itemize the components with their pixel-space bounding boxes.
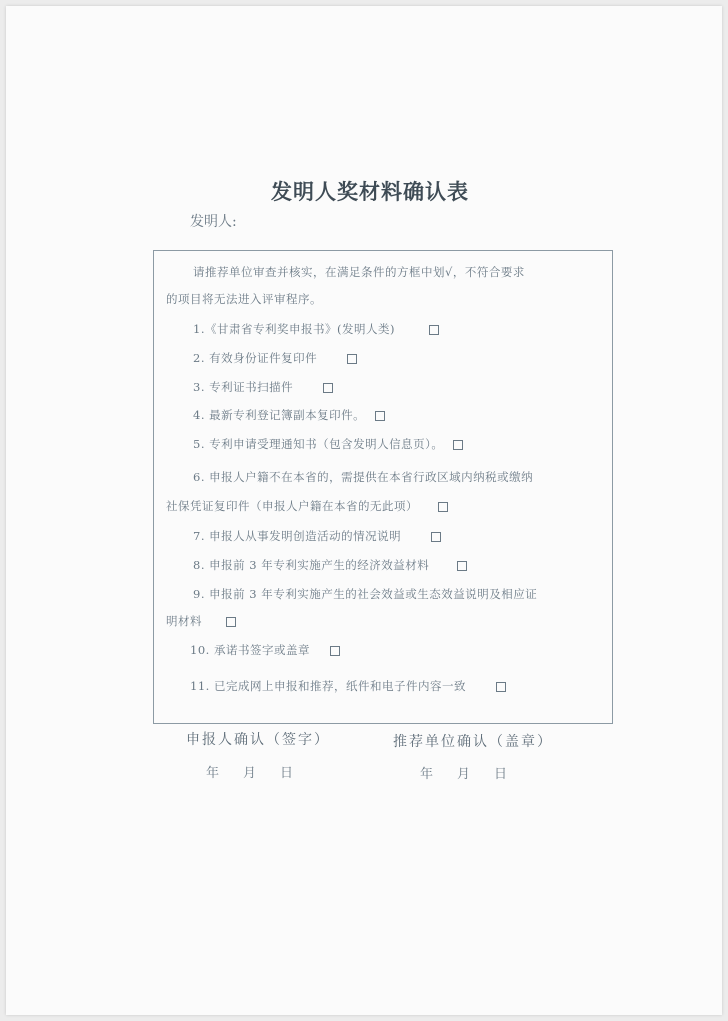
checklist-item-6-line-1: 6. 申报人户籍不在本省的，需提供在本省行政区域内纳税或缴纳 — [193, 470, 534, 484]
date-year: 年 — [420, 767, 434, 782]
item-text: 11. 已完成网上申报和推荐，纸件和电子件内容一致 — [190, 679, 466, 693]
checklist-item-6-line-2 — [166, 498, 448, 514]
item-text: 4. 最新专利登记簿副本复印件。 — [193, 408, 366, 422]
item-text: 5. 专利申请受理通知书（包含发明人信息页）。 — [193, 437, 444, 451]
checkbox[interactable] — [330, 646, 340, 656]
checklist-item-5 — [193, 436, 463, 452]
checklist-item-1 — [193, 321, 439, 337]
checklist-item-10 — [190, 642, 340, 658]
item-text: 1.《甘肃省专利奖申报书》(发明人类) — [193, 322, 395, 336]
checkbox[interactable] — [453, 440, 463, 450]
checkbox[interactable] — [226, 617, 236, 627]
item-text: 7. 申报人从事发明创造活动的情况说明 — [193, 529, 402, 543]
checklist-item-3 — [193, 379, 333, 395]
inventor-label: 发明人: — [190, 214, 237, 230]
checklist-item-11 — [190, 678, 506, 694]
unit-confirmation: 推荐单位确认（盖章） — [393, 734, 553, 750]
item-text: 社保凭证复印件（申报人户籍在本省的无此项） — [166, 499, 418, 513]
checklist-item-7 — [193, 528, 441, 544]
unit-date — [420, 763, 531, 782]
checkbox[interactable] — [431, 532, 441, 542]
applicant-confirmation: 申报人确认（签字） — [186, 732, 330, 748]
page-title: 发明人奖材料确认表 — [271, 179, 469, 204]
checklist-item-8 — [193, 557, 467, 573]
item-text: 明材料 — [166, 614, 202, 628]
intro-line-2: 的项目将无法进入评审程序。 — [166, 292, 322, 306]
checkbox[interactable] — [429, 325, 439, 335]
checkbox[interactable] — [347, 354, 357, 364]
intro-line-1: 请推荐单位审查并核实，在满足条件的方框中划√，不符合要求 — [193, 265, 525, 279]
date-month: 月 — [457, 767, 471, 782]
checkbox[interactable] — [496, 682, 506, 692]
checkbox[interactable] — [438, 502, 448, 512]
checklist-item-4 — [193, 407, 385, 423]
applicant-date — [206, 762, 317, 781]
date-month: 月 — [243, 766, 257, 781]
date-day: 日 — [494, 767, 508, 782]
checkbox[interactable] — [375, 411, 385, 421]
checkbox[interactable] — [323, 383, 333, 393]
item-text: 2. 有效身份证件复印件 — [193, 351, 318, 365]
checklist-item-9-line-1: 9. 申报前 3 年专利实施产生的社会效益或生态效益说明及相应证 — [193, 587, 538, 601]
checklist-item-9-line-2 — [166, 613, 236, 629]
date-day: 日 — [280, 766, 294, 781]
date-year: 年 — [206, 766, 220, 781]
item-text: 8. 申报前 3 年专利实施产生的经济效益材料 — [193, 558, 430, 572]
item-text: 3. 专利证书扫描件 — [193, 380, 294, 394]
checkbox[interactable] — [457, 561, 467, 571]
item-text: 10. 承诺书签字或盖章 — [190, 643, 310, 657]
checklist-item-2 — [193, 350, 357, 366]
